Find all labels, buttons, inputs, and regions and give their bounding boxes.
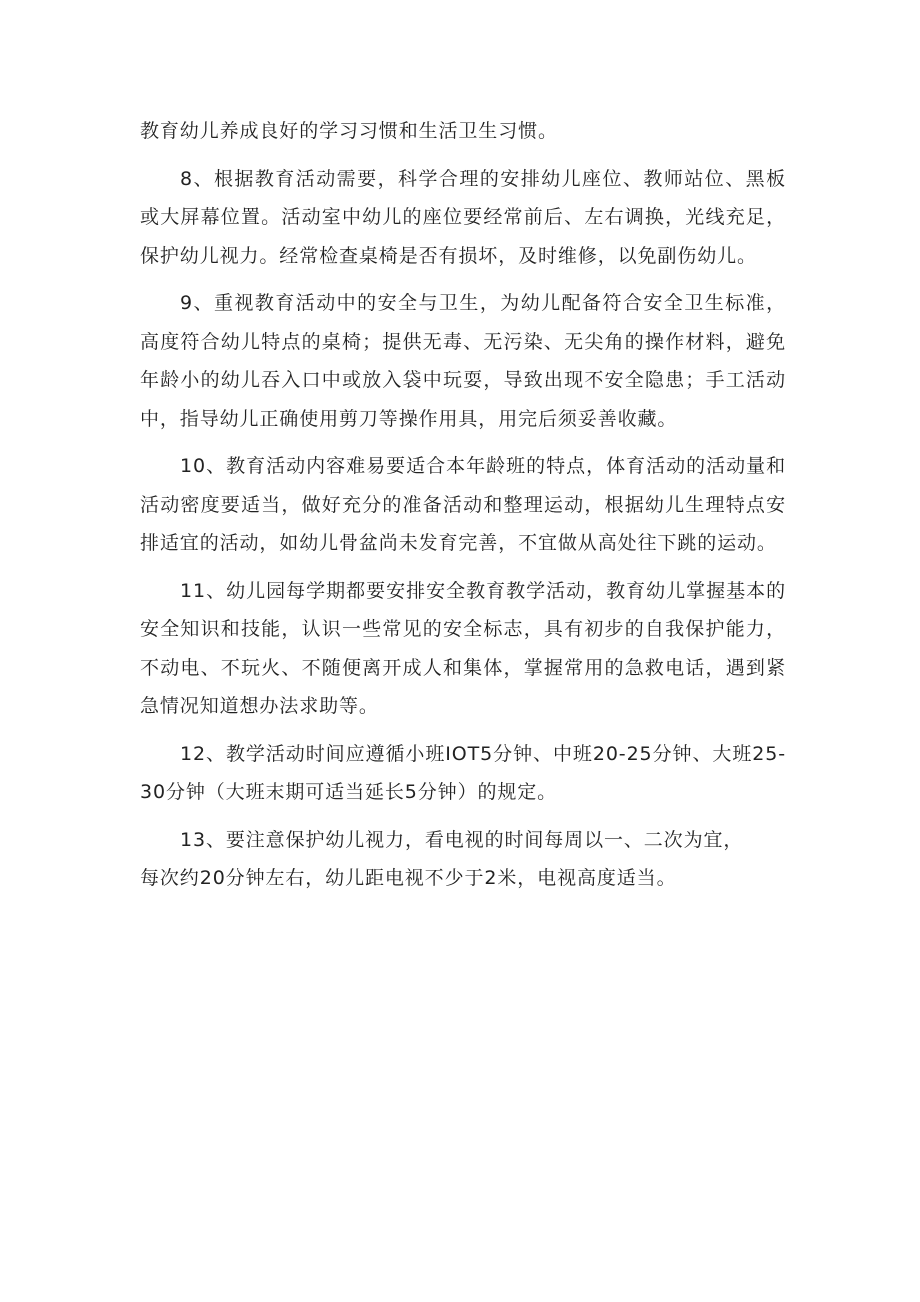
paragraph-10: 10、教育活动内容难易要适合本年龄班的特点，体育活动的活动量和活动密度要适当，做好充分的准备活动和整理运动，根据幼儿生理特点安排适宜的活动，如幼儿骨盆尚未发育完善，不宜做从高处往下跳的运动。 bbox=[140, 455, 786, 554]
document-body bbox=[140, 112, 786, 907]
paragraph-8: 8、根据教育活动需要，科学合理的安排幼儿座位、教师站位、黑板或大屏幕位置。活动室中幼儿的座位要经常前后、左右调换，光线充足，保护幼儿视力。经常检查桌椅是否有损坏，及时维修，以免副伤幼儿。 bbox=[140, 167, 786, 267]
paragraph-continuation: 教育幼儿养成良好的学习习惯和生活卫生习惯。 bbox=[140, 120, 558, 142]
paragraph-13-line-1: 13、要注意保护幼儿视力，看电视的时间每周以一、二次为宜， bbox=[180, 828, 744, 851]
paragraph-11: 11、幼儿园每学期都要安排安全教育教学活动，教育幼儿掌握基本的安全知识和技能，认识一些常见的安全标志，具有初步的自我保护能力，不动电、不玩火、不随便离开成人和集体，掌握常用的急救电话，遇到紧急情况知道想办法求助等。 bbox=[140, 579, 786, 717]
paragraph-13-line-2: 每次约20分钟左右，幼儿距电视不少于2米，电视高度适当。 bbox=[140, 867, 677, 889]
paragraph-9: 9、重视教育活动中的安全与卫生，为幼儿配备符合安全卫生标准，高度符合幼儿特点的桌椅；提供无毒、无污染、无尖角的操作材料，避免年龄小的幼儿吞入口中或放入袋中玩耍，导致出现不安全隐患；手工活动中，指导幼儿正确使用剪刀等操作用具，用完后须妥善收藏。 bbox=[140, 292, 786, 430]
paragraph-12: 12、教学活动时间应遵循小班IOT5分钟、中班20-25分钟、大班25-30分钟（大班末期可适当延长5分钟）的规定。 bbox=[140, 742, 786, 803]
paragraph-13 bbox=[140, 821, 786, 898]
